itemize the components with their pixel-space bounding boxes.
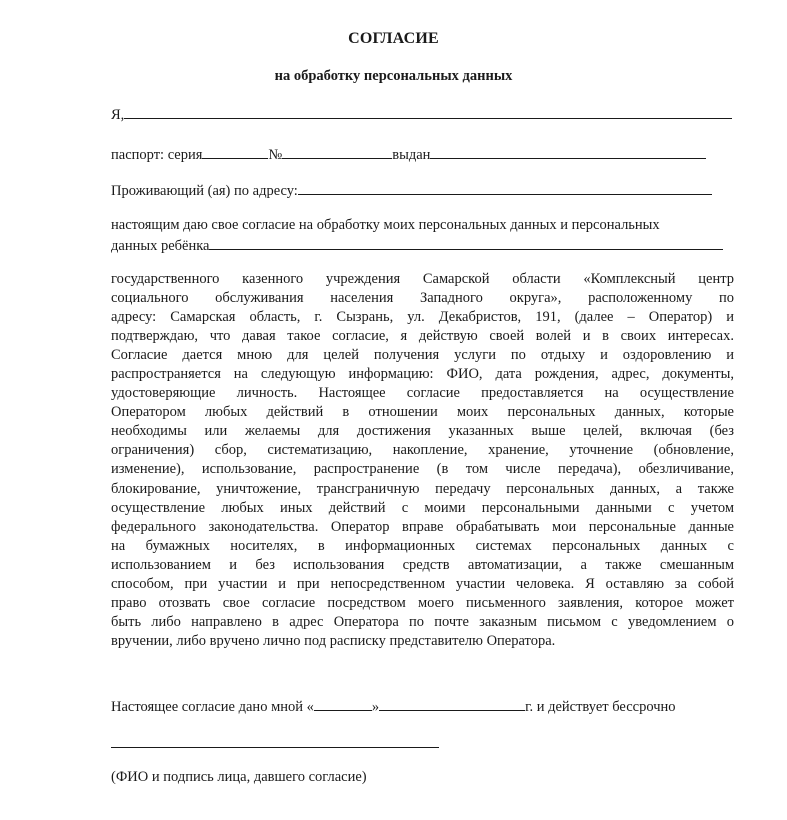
body-line: государственного казенного учреждения Самарской области «Комплексный центр: [111, 271, 734, 287]
passport-number-label: №: [268, 147, 283, 163]
name-label: Я,: [111, 107, 125, 123]
address-blank[interactable]: [298, 180, 712, 195]
body-line: распространяется на следующую информацию: ФИО, дата рождения, адрес, документы,: [111, 366, 734, 383]
body-line: изменение), использование, распространение (в том числе передача), обезличивание,: [111, 461, 734, 478]
signature-line[interactable]: [111, 747, 439, 748]
document-subtitle: на обработку персональных данных: [274, 68, 513, 84]
date-row: [111, 696, 676, 716]
name-blank[interactable]: [124, 104, 732, 119]
passport-label: паспорт: серия: [111, 147, 203, 163]
body-line: на бумажных носителях, в информационных системах персональных данных с: [111, 537, 734, 554]
address-label: Проживающий (ая) по адресу:: [111, 183, 298, 199]
address-row: [111, 180, 712, 200]
date-close-quote: »: [371, 699, 380, 715]
body-line: право отозвать свое согласие посредством моего письменного заявления, которое может: [111, 594, 734, 611]
passport-issued-label: выдан: [392, 147, 431, 163]
document-title: СОГЛАСИЕ: [348, 30, 439, 47]
signature-caption: (ФИО и подпись лица, давшего согласие): [111, 769, 367, 785]
passport-number-blank[interactable]: [282, 144, 392, 159]
body-line: федерального законодательства. Оператор вправе обрабатывать мои персональные данные: [111, 518, 734, 535]
date-suffix: и действует бессрочно: [533, 699, 676, 715]
consent-body-paragraph: [111, 270, 734, 651]
body-line: блокирование, уничтожение, трансграничную передачу персональных данных, а также: [111, 480, 734, 497]
month-year-blank[interactable]: [379, 696, 525, 711]
body-line: ограничения) сбор, систематизацию, накопление, хранение, уточнение (обновление,: [111, 442, 734, 459]
passport-issued-blank[interactable]: [430, 144, 706, 159]
year-suffix: г.: [525, 699, 534, 715]
body-line: способом, при участии и при непосредственном участии человека. Я оставляю за собой: [111, 575, 734, 592]
body-line: Оператором любых действий в отношении моих персональных данных, которые: [111, 404, 734, 421]
body-line: вручении, либо вручено лично под расписку представителю Оператора.: [111, 632, 556, 649]
body-line: осуществление любых иных действий с моими персональными данными с учетом: [111, 499, 734, 516]
body-line: адресу: Самарская область, г. Сызрань, ул. Декабристов, 191, (далее – Оператор) и: [111, 309, 734, 326]
consent-intro-line2: [111, 235, 723, 255]
body-line: использованием и без использования средств автоматизации, а также смешанным: [111, 556, 734, 573]
body-line: быть либо направлено в адрес Оператора по почте заказным письмом с уведомлением о: [111, 613, 734, 630]
body-line: Согласие дается мною для целей получения услуги по отдыху и оздоровлению и: [111, 347, 734, 364]
day-blank[interactable]: [314, 696, 372, 711]
date-prefix: Настоящее согласие дано мной «: [111, 699, 314, 715]
consent-intro-text: настоящим даю свое согласие на обработку моих персональных данных и персональных: [111, 217, 660, 233]
body-line: удостоверяющие личность. Настоящее согласие предоставляется на осуществление: [111, 385, 734, 402]
consent-intro-line1: [111, 217, 660, 234]
child-data-label: данных ребёнка: [111, 238, 210, 254]
name-row: [111, 104, 732, 124]
body-line: социального обслуживания населения Западного округа», расположенному по: [111, 290, 734, 307]
body-line: необходимы или желаемы для достижения указанных выше целей, включая (без: [111, 423, 734, 440]
passport-series-blank[interactable]: [202, 144, 268, 159]
passport-row: [111, 144, 706, 164]
child-data-blank[interactable]: [209, 235, 723, 250]
body-line: подтверждаю, что давая такое согласие, я действую своей волей и в своих интересах.: [111, 328, 734, 345]
